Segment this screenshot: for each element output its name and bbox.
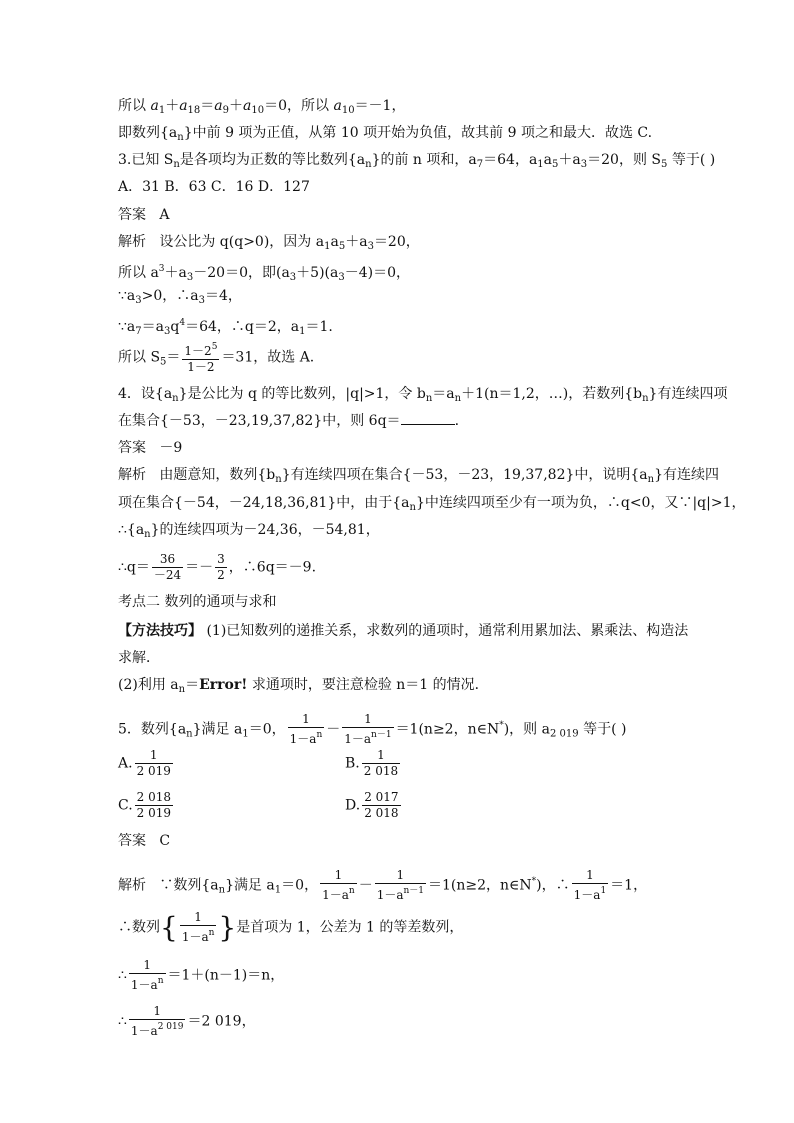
text: . — [454, 413, 460, 429]
subscript: 7 — [476, 159, 484, 170]
superscript: 4 — [179, 318, 186, 328]
text: (1)已知数列的递推关系，求数列的通项时，通常利用累加法、累乘法、构造法 — [202, 623, 689, 639]
subscript: 5 — [661, 159, 668, 170]
fraction — [342, 712, 393, 747]
subscript: 18 — [187, 105, 201, 116]
fraction — [320, 868, 357, 903]
text: 求解． — [118, 650, 160, 666]
text: ＝1＋(n－1)＝n， — [167, 967, 285, 984]
text: ＝64，a — [483, 152, 538, 168]
solution-label: 解析 — [118, 234, 146, 250]
denominator: －24 — [153, 568, 182, 582]
text: ＝31，故选 A. — [221, 349, 315, 366]
question-3 — [118, 151, 715, 174]
subscript: 3 — [164, 326, 171, 337]
numerator: 3 — [217, 552, 225, 566]
option-b — [345, 748, 402, 779]
text: >0，∴a — [141, 288, 199, 304]
numerator: 1 — [180, 910, 217, 926]
text: ＋a — [558, 152, 581, 168]
tip-line — [118, 622, 688, 640]
text: ＝a — [432, 386, 455, 402]
fraction — [135, 748, 173, 779]
var: a — [150, 98, 159, 114]
numerator: 1 — [375, 868, 426, 884]
text: ＝ — [166, 349, 181, 366]
denominator: 1－a — [344, 732, 372, 746]
numerator: 1 — [320, 868, 357, 884]
subscript: 1 — [274, 884, 282, 896]
subscript: 5 — [338, 241, 346, 252]
superscript: n — [157, 976, 164, 986]
solution-line — [118, 260, 410, 287]
text: ＝ — [185, 677, 200, 693]
text: 求通项时，要注意检验 n＝1 的情况． — [247, 677, 489, 693]
subscript: n — [275, 474, 282, 485]
subscript: n — [454, 393, 462, 404]
text: － — [326, 721, 341, 738]
text: ＋ — [165, 98, 180, 114]
text: ＝20， — [373, 234, 420, 250]
var: a — [243, 98, 252, 114]
question-4 — [118, 412, 459, 430]
text: 设公比为 q(q>0)，因为 a — [159, 234, 325, 250]
question-4 — [118, 385, 727, 408]
solution-line — [118, 521, 380, 544]
subscript: 3 — [135, 295, 142, 306]
text: ＝0， — [248, 721, 286, 738]
text: 由题意知，数列{b — [159, 467, 276, 483]
solution-line — [118, 233, 420, 256]
text: ＋1(n＝1,2，…)，若数列{b — [461, 386, 643, 402]
solution-line — [118, 1004, 256, 1039]
text: ＝1(n≥2，n∈N — [395, 721, 500, 738]
text: －20＝0，即(a — [193, 265, 290, 281]
numerator: 1 — [572, 868, 609, 884]
subscript: 3 — [338, 272, 345, 283]
solution-line — [118, 552, 316, 583]
fraction — [129, 958, 166, 993]
denominator: 1－a — [130, 978, 158, 992]
text: ＝－ — [185, 559, 214, 576]
text: ＝20，则 S — [587, 152, 661, 168]
subscript: 1 — [299, 326, 306, 337]
text: }满足 a — [225, 877, 275, 894]
subscript: 3 — [289, 272, 297, 283]
subscript: 1 — [242, 728, 249, 740]
option-c — [118, 790, 175, 821]
option-d — [345, 790, 403, 821]
solution-line — [118, 494, 746, 517]
option-label: D. — [345, 797, 361, 814]
subscript: n — [642, 393, 649, 404]
text: }的连续四项为－24,36，－54,81， — [150, 522, 380, 538]
solution-line — [118, 958, 284, 993]
solution-line — [118, 340, 314, 375]
denominator: 1－a — [573, 888, 601, 902]
numerator: 1 — [129, 1004, 186, 1020]
question-5 — [118, 712, 626, 747]
text: (2)利用 a — [118, 677, 179, 693]
text: 即数列{a — [118, 125, 178, 141]
subscript: 1 — [158, 105, 166, 116]
text: ∴q＝ — [118, 559, 150, 576]
superscript: * — [499, 720, 504, 731]
text: }的前 n 项和，a — [371, 152, 477, 168]
text: 是各项均为正数的等比数列{a — [179, 152, 366, 168]
heading-text: 考点二 数列的通项与求和 — [118, 594, 277, 610]
subscript: n — [365, 159, 372, 170]
superscript: n — [348, 886, 355, 896]
answer-line — [118, 832, 170, 850]
text: ＋ — [229, 98, 244, 114]
superscript: n－1 — [371, 730, 392, 740]
text: )，则 a — [503, 721, 550, 738]
denominator: 2 019 — [136, 806, 172, 820]
option-label: B. — [345, 755, 360, 772]
text: ＝1(n≥2，n∈N — [428, 877, 532, 894]
numerator: 1 — [288, 712, 325, 728]
denominator: 1－a — [322, 888, 349, 902]
text: }中前 9 项为正值，从第 10 项开始为负值，故其前 9 项之和最大．故选 C. — [183, 125, 653, 141]
numerator: 36 — [152, 552, 183, 568]
text: }中连续四项至少有一项为负，∴q<0，又∵|q|>1， — [415, 495, 746, 511]
subscript: 10 — [341, 105, 355, 116]
text: ∵a — [118, 319, 136, 335]
subscript: 3 — [580, 159, 588, 170]
text: }是公比为 q 的等比数列，|q|>1，令 b — [178, 386, 426, 402]
solution-line — [118, 314, 333, 341]
subscript: n — [186, 728, 193, 740]
question-3-options — [118, 178, 310, 196]
text: －4)＝0， — [344, 265, 411, 281]
text: ＝64，∴q＝2，a — [185, 319, 300, 335]
fraction — [362, 748, 400, 779]
subscript: n — [218, 884, 226, 896]
text: }有连续四项在集合{－53，－23，19,37,82}中，说明{a — [281, 467, 648, 483]
numerator: 2 017 — [364, 790, 399, 804]
numerator: 1－2 — [184, 344, 212, 358]
text: ＝1， — [610, 877, 648, 894]
superscript: 1 — [600, 886, 607, 896]
option-label: A. — [118, 755, 133, 772]
superscript: n — [316, 730, 323, 740]
tip-line — [118, 649, 160, 667]
text: ＝4， — [205, 288, 242, 304]
text: 所以 S — [118, 349, 161, 366]
solution-line — [118, 287, 242, 310]
subscript: n — [409, 502, 416, 513]
text: ＝0，所以 — [264, 98, 334, 114]
text: }满足 a — [192, 721, 243, 738]
options-text: A．31 B．63 C．16 D．127 — [118, 179, 310, 195]
subscript: 7 — [135, 326, 142, 337]
fraction — [215, 552, 227, 583]
superscript: 3 — [158, 264, 165, 274]
subscript: 2 019 — [549, 728, 579, 740]
answer-value: A — [159, 207, 170, 223]
subscript: n — [173, 159, 180, 170]
solution-label: 解析 — [118, 467, 146, 483]
denominator: 2 — [217, 568, 225, 582]
answer-line — [118, 206, 169, 224]
numerator: 2 018 — [136, 790, 172, 804]
text: ＝a — [141, 319, 164, 335]
text: )，∴ — [536, 877, 570, 894]
subscript: n — [177, 132, 184, 143]
fraction — [572, 868, 609, 903]
fraction — [375, 868, 426, 903]
subscript: 1 — [324, 241, 331, 252]
numerator: 1 — [129, 958, 166, 974]
numerator: 1 — [135, 748, 173, 764]
denominator: 1－a — [289, 732, 317, 746]
text: 4．设{a — [118, 386, 173, 402]
text: ∵a — [118, 288, 136, 304]
error-text: Error! — [199, 677, 248, 693]
fraction — [288, 712, 325, 747]
left-brace: { — [160, 910, 178, 944]
fraction — [362, 790, 400, 821]
subscript: 9 — [222, 105, 230, 116]
option-a — [118, 748, 175, 779]
tip-line — [118, 676, 489, 699]
text: ＝ — [200, 98, 215, 114]
superscript: 2 019 — [157, 1022, 184, 1032]
numerator: 1 — [362, 748, 400, 764]
answer-blank — [401, 412, 455, 425]
subscript: 5 — [160, 356, 167, 368]
superscript: n－1 — [403, 886, 425, 896]
subscript: n — [172, 393, 179, 404]
fraction — [180, 910, 217, 945]
denominator: 2 018 — [363, 764, 399, 778]
subscript: 1 — [537, 159, 544, 170]
text: 所以 — [118, 98, 151, 114]
text: a — [330, 234, 339, 250]
text: ，∴6q＝－9. — [228, 559, 317, 576]
fraction — [152, 552, 183, 583]
solution-line — [118, 868, 647, 903]
subscript: 5 — [552, 159, 559, 170]
text: q — [170, 319, 180, 335]
denominator: 2 018 — [364, 806, 399, 820]
denominator: 1－a — [181, 930, 209, 944]
text: ∵数列{a — [159, 877, 219, 894]
text: }有连续四 — [654, 467, 720, 483]
var: a — [179, 98, 188, 114]
tip-label: 【方法技巧】 — [118, 623, 202, 639]
denominator: 1－a — [130, 1024, 158, 1038]
text: 5．数列{a — [118, 721, 187, 738]
superscript: 5 — [211, 342, 218, 352]
answer-label: 答案 — [118, 833, 146, 849]
subscript: 3 — [198, 295, 205, 306]
subscript: n — [144, 529, 151, 540]
text: 是首项为 1，公差为 1 的等差数列， — [236, 919, 464, 936]
numerator: 1 — [342, 712, 393, 728]
denominator: 2 019 — [136, 764, 171, 778]
text: ＋a — [164, 265, 187, 281]
right-brace: } — [218, 910, 237, 944]
superscript: * — [531, 876, 537, 887]
text: 3.已知 S — [118, 152, 174, 168]
text: 等于( ) — [667, 152, 716, 168]
subscript: 10 — [251, 105, 265, 116]
option-label: C. — [118, 797, 133, 814]
fraction — [135, 790, 173, 821]
subscript: n — [647, 474, 655, 485]
section-heading — [118, 593, 276, 611]
text: 在集合{－53，－23,19,37,82}中，则 6q＝ — [118, 413, 401, 429]
solution-label: 解析 — [118, 877, 146, 894]
text-line — [118, 124, 652, 147]
subscript: 3 — [367, 241, 374, 252]
denominator: 1－2 — [187, 360, 215, 374]
solution-line — [118, 910, 463, 945]
subscript: 3 — [186, 272, 194, 283]
fraction — [182, 340, 219, 375]
answer-value: －9 — [159, 440, 183, 456]
text: ＋a — [345, 234, 368, 250]
answer-label: 答案 — [118, 207, 146, 223]
text-line — [118, 97, 405, 120]
solution-line — [118, 466, 719, 489]
answer-line — [118, 439, 182, 457]
text: ＝－1， — [354, 98, 406, 114]
subscript: n — [178, 684, 186, 695]
text: ∴{a — [118, 522, 145, 538]
text: ＝2 019， — [187, 1013, 256, 1030]
subscript: n — [425, 393, 433, 404]
text: ∴ — [118, 1013, 127, 1030]
text: a — [543, 152, 553, 168]
text: 所以 a — [118, 265, 159, 281]
text: ＋5)(a — [296, 265, 339, 281]
text: － — [358, 877, 373, 894]
text: ＝0， — [281, 877, 319, 894]
text: ∴数列 — [118, 919, 160, 936]
answer-value: C — [159, 833, 171, 849]
answer-label: 答案 — [118, 440, 146, 456]
text: }有连续四项 — [648, 386, 728, 402]
text: 等于( ) — [578, 721, 627, 738]
text: 项在集合{－54，－24,18,36,81}中，由于{a — [118, 495, 410, 511]
denominator: 1－a — [376, 888, 404, 902]
var: a — [333, 98, 342, 114]
text: ＝1. — [305, 319, 333, 335]
var: a — [214, 98, 223, 114]
superscript: n — [208, 928, 215, 938]
fraction — [129, 1004, 186, 1039]
text: ∴ — [118, 967, 127, 984]
